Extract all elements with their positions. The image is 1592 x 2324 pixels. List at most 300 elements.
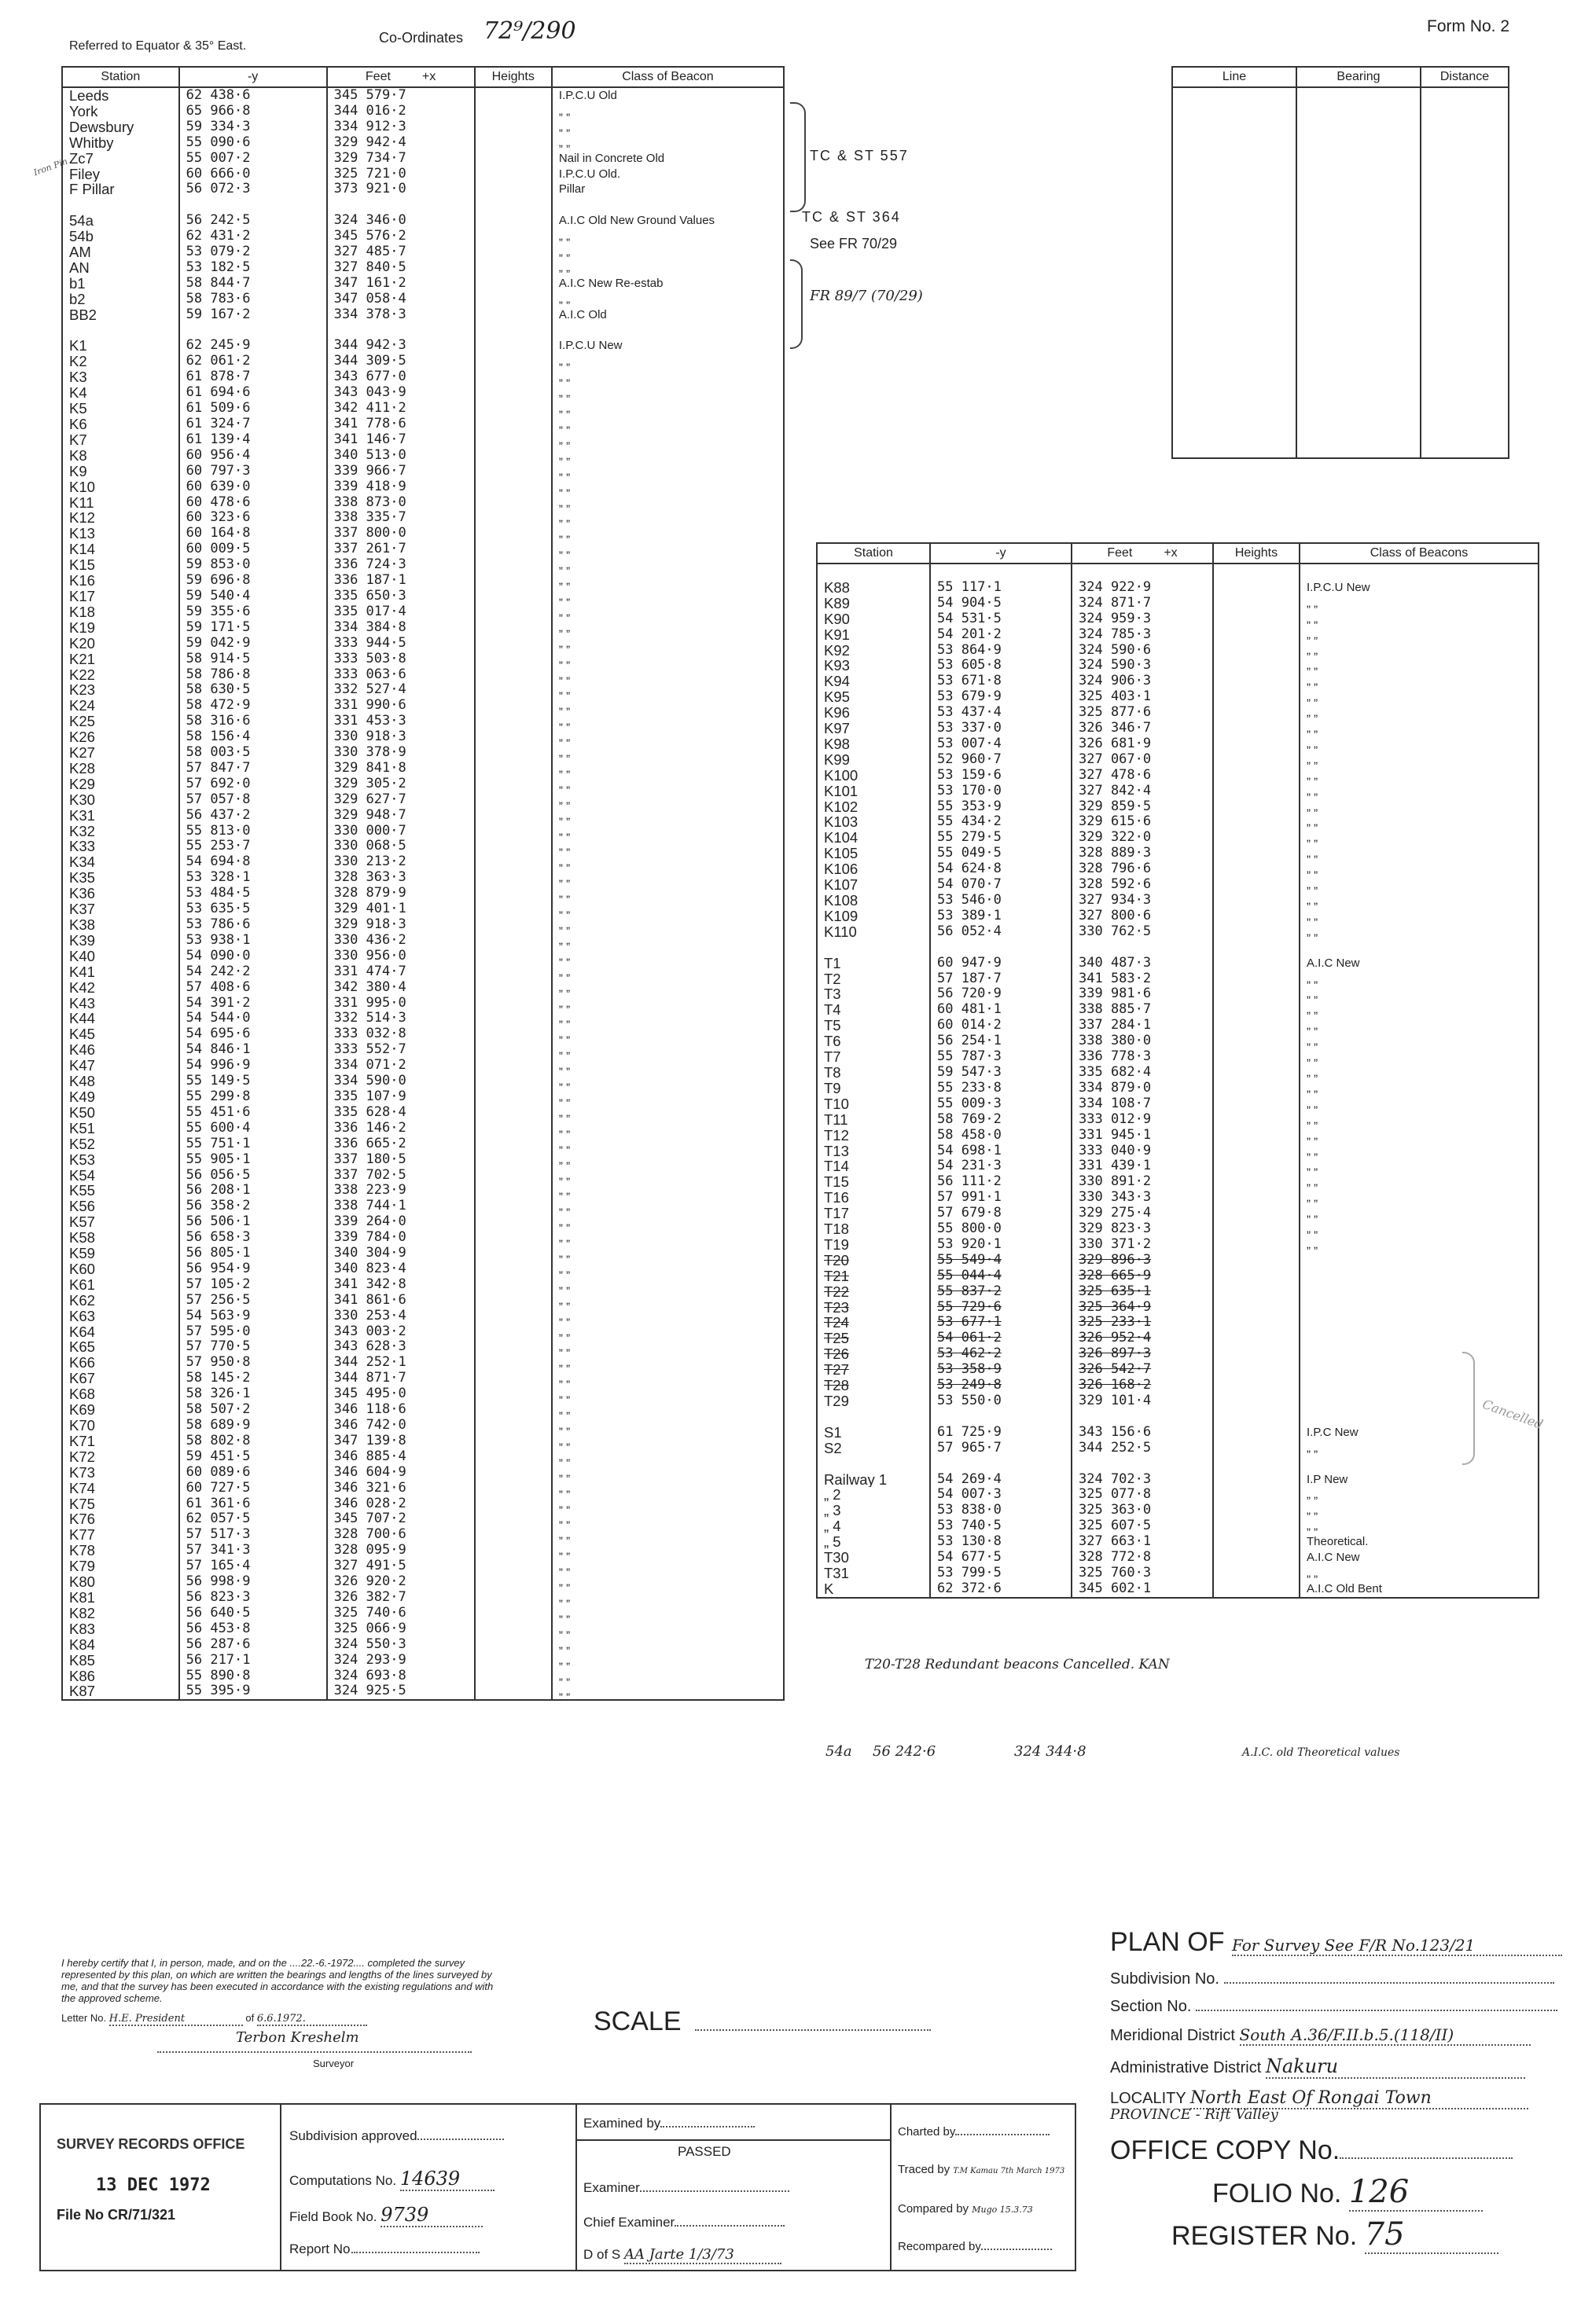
left-table-row — [62, 244, 784, 260]
col-bearing: Bearing — [1296, 67, 1421, 87]
recompared-row: Recompared by — [898, 2240, 1052, 2253]
right-table-row — [817, 768, 1539, 784]
extra-y: 56 242·6 — [873, 1743, 936, 1760]
left-table-row — [62, 1386, 784, 1402]
right-table-row — [817, 814, 1539, 830]
height-cell — [1213, 721, 1300, 736]
station-cell: T4 — [817, 1002, 930, 1018]
x-coordinate-cell: 344 016·2 — [327, 104, 475, 119]
height-cell — [475, 369, 552, 385]
station-cell: Whitby — [62, 135, 179, 151]
class-cell: „ „ — [1300, 1002, 1539, 1018]
left-table-row — [62, 1058, 784, 1074]
right-table-row — [817, 1362, 1539, 1378]
height-cell — [475, 1261, 552, 1277]
y-coordinate-cell: 59 853·0 — [179, 557, 327, 573]
height-cell — [1213, 705, 1300, 721]
folio-row: FOLIO No. 126 — [1212, 2174, 1582, 2212]
y-coordinate-cell: 57 991·1 — [930, 1190, 1072, 1206]
right-table-row — [817, 752, 1539, 768]
x-coordinate-cell: 337 800·0 — [327, 526, 475, 542]
x-coordinate-cell: 327 800·6 — [1072, 909, 1213, 924]
height-cell — [475, 1214, 552, 1230]
y-coordinate-cell: 57 105·2 — [179, 1277, 327, 1293]
y-coordinate-cell: 53 328·1 — [179, 870, 327, 886]
left-table-row — [62, 526, 784, 542]
y-coordinate-cell: 62 372·6 — [930, 1581, 1072, 1598]
class-cell: „ „ — [552, 292, 784, 307]
y-coordinate-cell: 55 451·6 — [179, 1105, 327, 1121]
height-cell — [1213, 1158, 1300, 1174]
x-coordinate-cell: 331 439·1 — [1072, 1158, 1213, 1174]
y-coordinate-cell: 53 358·9 — [930, 1362, 1072, 1378]
y-coordinate-cell: 56 506·1 — [179, 1214, 327, 1230]
y-coordinate-cell: 62 061·2 — [179, 354, 327, 369]
height-cell — [475, 526, 552, 542]
height-cell — [475, 1606, 552, 1621]
station-cell: K38 — [62, 917, 179, 933]
class-cell: „ „ — [1300, 736, 1539, 752]
left-table-row — [62, 1152, 784, 1168]
station-cell: K70 — [62, 1418, 179, 1434]
y-coordinate-cell: 54 090·0 — [179, 949, 327, 964]
y-coordinate-cell: 56 823·3 — [179, 1590, 327, 1606]
y-coordinate-cell: 60 481·1 — [930, 1002, 1072, 1018]
x-coordinate-cell: 336 724·3 — [327, 557, 475, 573]
station-cell: K22 — [62, 667, 179, 683]
class-cell: „ „ — [1300, 1144, 1539, 1159]
y-coordinate-cell: 61 694·6 — [179, 385, 327, 401]
height-cell — [475, 104, 552, 119]
station-cell: K86 — [62, 1669, 179, 1684]
class-cell — [1300, 1253, 1539, 1268]
x-coordinate-cell: 329 305·2 — [327, 777, 475, 792]
col-plus-x: Feet +x — [327, 67, 475, 87]
x-coordinate-cell: 333 032·8 — [327, 1026, 475, 1042]
height-cell — [1213, 1393, 1300, 1409]
x-coordinate-cell: 346 742·0 — [327, 1418, 475, 1434]
left-table-row — [62, 1653, 784, 1669]
x-coordinate-cell: 327 663·1 — [1072, 1534, 1213, 1550]
x-coordinate-cell: 324 590·3 — [1072, 658, 1213, 674]
class-cell: „ „ — [552, 964, 784, 980]
class-cell: „ „ — [1300, 924, 1539, 940]
x-coordinate-cell: 337 702·5 — [327, 1168, 475, 1184]
cancelled-note: Cancelled — [1480, 1396, 1546, 1433]
station-cell: K3 — [62, 369, 179, 385]
station-cell: K27 — [62, 745, 179, 761]
class-cell: „ „ — [552, 714, 784, 729]
y-coordinate-cell: 60 478·6 — [179, 495, 327, 511]
y-coordinate-cell: 58 316·6 — [179, 714, 327, 729]
x-coordinate-cell: 328 772·8 — [1072, 1550, 1213, 1566]
y-coordinate-cell: 56 453·8 — [179, 1621, 327, 1637]
class-cell: A.I.C New Re-estab — [552, 276, 784, 292]
station-cell: T21 — [817, 1268, 930, 1284]
class-cell: „ „ — [552, 1590, 784, 1606]
y-coordinate-cell: 54 563·9 — [179, 1309, 327, 1324]
y-coordinate-cell: 61 725·9 — [930, 1425, 1072, 1441]
left-table-row — [62, 777, 784, 792]
right-table-row — [817, 1331, 1539, 1346]
class-cell: „ „ — [552, 1058, 784, 1074]
y-coordinate-cell: 57 965·7 — [930, 1441, 1072, 1456]
x-coordinate-cell: 327 842·4 — [1072, 784, 1213, 799]
station-cell: T17 — [817, 1206, 930, 1221]
station-cell: K78 — [62, 1543, 179, 1559]
x-coordinate-cell: 326 382·7 — [327, 1590, 475, 1606]
x-coordinate-cell: 329 401·1 — [327, 901, 475, 917]
class-cell: „ „ — [552, 839, 784, 854]
y-coordinate-cell: 55 009·3 — [930, 1096, 1072, 1112]
y-coordinate-cell: 57 847·7 — [179, 761, 327, 777]
height-cell — [475, 1371, 552, 1386]
col-class-of-beacons: Class of Beacons — [1300, 543, 1539, 564]
right-table-row — [817, 1253, 1539, 1268]
height-cell — [475, 729, 552, 745]
y-coordinate-cell: 59 042·9 — [179, 636, 327, 652]
right-table-row — [817, 1190, 1539, 1206]
station-cell: K5 — [62, 401, 179, 417]
station-cell: T15 — [817, 1174, 930, 1190]
y-coordinate-cell: 55 044·4 — [930, 1268, 1072, 1284]
x-coordinate-cell: 328 700·6 — [327, 1527, 475, 1543]
height-cell — [475, 886, 552, 901]
office-copy-row: OFFICE COPY No. — [1110, 2135, 1582, 2166]
class-cell: „ „ — [552, 401, 784, 417]
class-cell: „ „ — [552, 1136, 784, 1152]
left-table-row — [62, 901, 784, 917]
height-cell — [475, 1481, 552, 1496]
y-coordinate-cell: 57 057·8 — [179, 792, 327, 808]
left-table-row — [62, 495, 784, 511]
class-cell: „ „ — [1300, 877, 1539, 893]
x-coordinate-cell: 325 740·6 — [327, 1606, 475, 1621]
class-cell: I.P.C.U Old — [552, 87, 784, 104]
height-cell — [1213, 1018, 1300, 1034]
station-cell: K13 — [62, 526, 179, 542]
left-table-row — [62, 682, 784, 698]
y-coordinate-cell: 55 751·1 — [179, 1136, 327, 1152]
right-table-row — [817, 1346, 1539, 1362]
col-line: Line — [1172, 67, 1296, 87]
x-coordinate-cell: 327 934·3 — [1072, 893, 1213, 909]
y-coordinate-cell: 58 156·4 — [179, 729, 327, 745]
left-table-row — [62, 104, 784, 119]
station-cell: K60 — [62, 1261, 179, 1277]
class-cell: „ „ — [1300, 1221, 1539, 1237]
class-cell: „ „ — [552, 1496, 784, 1512]
left-table-row — [62, 1309, 784, 1324]
station-cell: „ 2 — [817, 1487, 930, 1503]
y-coordinate-cell: 61 324·7 — [179, 417, 327, 432]
height-cell — [475, 213, 552, 229]
certification-text: I hereby certify that I, in person, made, and on the ....22.-6.-1972.... completed the survey represented by this plan, on which are written the bearings and lengths of the lines surveyed by me, and that the survey has been executed in accordance with the existing regulations and with the approved scheme. — [61, 1957, 494, 2004]
x-coordinate-cell: 342 380·4 — [327, 980, 475, 996]
height-cell — [475, 667, 552, 683]
class-cell: „ „ — [552, 1621, 784, 1637]
right-table-body — [817, 564, 1539, 1598]
height-cell — [475, 182, 552, 197]
station-cell: K35 — [62, 870, 179, 886]
left-table-row — [62, 276, 784, 292]
right-table-row — [817, 611, 1539, 627]
right-table-row — [817, 1315, 1539, 1331]
left-table-row — [62, 949, 784, 964]
right-table-row — [817, 861, 1539, 877]
x-coordinate-cell: 324 693·8 — [327, 1669, 475, 1684]
station-cell: K12 — [62, 510, 179, 526]
x-coordinate-cell: 328 363·3 — [327, 870, 475, 886]
left-table-row — [62, 1559, 784, 1574]
station-cell: K71 — [62, 1434, 179, 1449]
redundant-note: T20-T28 Redundant beacons Cancelled. KAN — [865, 1657, 1170, 1672]
height-cell — [1213, 924, 1300, 940]
class-cell: „ „ — [552, 949, 784, 964]
right-table-row — [817, 1128, 1539, 1144]
class-cell: „ „ — [1300, 830, 1539, 846]
y-coordinate-cell: 56 208·1 — [179, 1183, 327, 1199]
station-cell: K92 — [817, 643, 930, 659]
left-table-row — [62, 135, 784, 151]
class-cell: „ „ — [552, 526, 784, 542]
class-cell: „ „ — [552, 870, 784, 886]
left-table-row — [62, 479, 784, 495]
height-cell — [475, 510, 552, 526]
height-cell — [475, 464, 552, 479]
station-cell: K79 — [62, 1559, 179, 1574]
station-cell: K21 — [62, 652, 179, 667]
class-cell: „ „ — [1300, 909, 1539, 924]
subdivision-approved: Subdivision approved — [289, 2128, 504, 2144]
left-table-row — [62, 1371, 784, 1386]
station-cell: K103 — [817, 814, 930, 830]
class-cell — [1300, 1315, 1539, 1331]
class-cell: „ „ — [552, 542, 784, 557]
station-cell: K43 — [62, 996, 179, 1011]
y-coordinate-cell: 53 546·0 — [930, 893, 1072, 909]
height-cell — [475, 714, 552, 729]
x-coordinate-cell: 326 920·2 — [327, 1574, 475, 1590]
x-coordinate-cell: 324 785·3 — [1072, 627, 1213, 643]
y-coordinate-cell: 60 666·0 — [179, 167, 327, 182]
class-cell: „ „ — [1300, 971, 1539, 987]
y-coordinate-cell: 54 624·8 — [930, 861, 1072, 877]
station-cell: T6 — [817, 1034, 930, 1049]
class-cell: „ „ — [552, 119, 784, 135]
x-coordinate-cell: 341 583·2 — [1072, 971, 1213, 987]
height-cell — [1213, 658, 1300, 674]
class-cell: „ „ — [1300, 1018, 1539, 1034]
height-cell — [475, 761, 552, 777]
x-coordinate-cell: 327 491·5 — [327, 1559, 475, 1574]
height-cell — [475, 448, 552, 464]
station-cell: K29 — [62, 777, 179, 792]
left-table-row — [62, 213, 784, 229]
left-table-row — [62, 1669, 784, 1684]
station-cell: K49 — [62, 1089, 179, 1105]
y-coordinate-cell: 55 007·2 — [179, 151, 327, 167]
left-table-row — [62, 1293, 784, 1309]
y-coordinate-cell: 58 507·2 — [179, 1402, 327, 1418]
coordinates-label: Co-Ordinates — [379, 30, 464, 46]
x-coordinate-cell: 343 677·0 — [327, 369, 475, 385]
station-cell: K4 — [62, 385, 179, 401]
x-coordinate-cell: 330 213·2 — [327, 854, 475, 870]
height-cell — [1213, 1190, 1300, 1206]
y-coordinate-cell: 53 799·5 — [930, 1566, 1072, 1581]
locality-row: LOCALITY North East Of Rongai Town — [1110, 2088, 1582, 2109]
height-cell — [1213, 1034, 1300, 1049]
left-table-row — [62, 886, 784, 901]
station-cell: K87 — [62, 1683, 179, 1700]
height-cell — [475, 777, 552, 792]
height-cell — [1213, 1253, 1300, 1268]
height-cell — [1213, 1221, 1300, 1237]
class-cell: „ „ — [552, 1606, 784, 1621]
x-coordinate-cell: 333 012·9 — [1072, 1112, 1213, 1128]
class-cell: „ „ — [552, 1277, 784, 1293]
left-table-row — [62, 1183, 784, 1199]
height-cell — [475, 1026, 552, 1042]
x-coordinate-cell: 343 043·9 — [327, 385, 475, 401]
y-coordinate-cell: 56 437·2 — [179, 808, 327, 824]
y-coordinate-cell: 54 544·0 — [179, 1011, 327, 1026]
col-station: Station — [62, 67, 179, 87]
x-coordinate-cell: 325 077·8 — [1072, 1487, 1213, 1503]
station-cell: b2 — [62, 292, 179, 307]
station-cell: K90 — [817, 611, 930, 627]
x-coordinate-cell: 326 168·2 — [1072, 1378, 1213, 1393]
right-table-row — [817, 1518, 1539, 1534]
y-coordinate-cell: 56 954·9 — [179, 1261, 327, 1277]
left-table-row — [62, 1199, 784, 1214]
left-table-row — [62, 604, 784, 620]
class-cell: „ „ — [552, 464, 784, 479]
height-cell — [475, 1058, 552, 1074]
station-cell: K53 — [62, 1152, 179, 1168]
class-cell — [1300, 1284, 1539, 1300]
class-cell: „ „ — [1300, 643, 1539, 659]
meridional-row: Meridional District South A.36/F.II.b.5.(118/II) — [1110, 2025, 1582, 2046]
y-coordinate-cell: 53 740·5 — [930, 1518, 1072, 1534]
left-table-row — [62, 1105, 784, 1121]
x-coordinate-cell: 331 995·0 — [327, 996, 475, 1011]
station-cell: K73 — [62, 1465, 179, 1481]
x-coordinate-cell: 334 879·0 — [1072, 1081, 1213, 1096]
height-cell — [1213, 674, 1300, 689]
height-cell — [475, 292, 552, 307]
x-coordinate-cell: 326 897·3 — [1072, 1346, 1213, 1362]
y-coordinate-cell: 54 391·2 — [179, 996, 327, 1011]
y-coordinate-cell: 58 786·8 — [179, 667, 327, 683]
class-cell: „ „ — [1300, 1112, 1539, 1128]
left-table-row — [62, 636, 784, 652]
height-cell — [1213, 1002, 1300, 1018]
class-cell: „ „ — [552, 1355, 784, 1371]
dofs-row: D of S AA Jarte 1/3/73 — [583, 2246, 781, 2264]
y-coordinate-cell: 58 783·6 — [179, 292, 327, 307]
right-table-row — [817, 1268, 1539, 1284]
form-number: Form No. 2 — [1427, 17, 1510, 35]
height-cell — [1213, 1425, 1300, 1441]
height-cell — [475, 839, 552, 854]
x-coordinate-cell: 344 871·7 — [327, 1371, 475, 1386]
height-cell — [475, 996, 552, 1011]
station-cell: K24 — [62, 698, 179, 714]
x-coordinate-cell: 329 275·4 — [1072, 1206, 1213, 1221]
y-coordinate-cell: 54 201·2 — [930, 627, 1072, 643]
right-table-row — [817, 784, 1539, 799]
right-table-row — [817, 1550, 1539, 1566]
x-coordinate-cell: 338 885·7 — [1072, 1002, 1213, 1018]
class-cell: A.I.C New — [1300, 956, 1539, 971]
station-cell: T26 — [817, 1346, 930, 1362]
station-cell: K15 — [62, 557, 179, 573]
station-cell: K10 — [62, 479, 179, 495]
station-cell: K102 — [817, 799, 930, 815]
class-cell: „ „ — [552, 1653, 784, 1669]
height-cell — [475, 1355, 552, 1371]
class-cell: „ „ — [552, 729, 784, 745]
station-cell: K91 — [817, 627, 930, 643]
x-coordinate-cell: 326 346·7 — [1072, 721, 1213, 736]
class-cell: „ „ — [552, 667, 784, 683]
left-table-row — [62, 354, 784, 369]
class-cell — [1300, 1300, 1539, 1316]
y-coordinate-cell: 56 056·5 — [179, 1168, 327, 1184]
station-cell: K40 — [62, 949, 179, 964]
left-table-row — [62, 292, 784, 307]
y-coordinate-cell: 56 720·9 — [930, 986, 1072, 1002]
y-coordinate-cell: 56 658·3 — [179, 1230, 327, 1246]
y-coordinate-cell: 54 694·8 — [179, 854, 327, 870]
x-coordinate-cell: 325 877·6 — [1072, 705, 1213, 721]
station-cell: K95 — [817, 689, 930, 705]
stamp-file: File No CR/71/321 — [57, 2207, 176, 2223]
y-coordinate-cell: 55 787·3 — [930, 1049, 1072, 1065]
station-cell: Dewsbury — [62, 119, 179, 135]
right-table-row — [817, 1441, 1539, 1456]
station-cell: K39 — [62, 933, 179, 949]
station-cell: K106 — [817, 861, 930, 877]
y-coordinate-cell: 53 786·6 — [179, 917, 327, 933]
plan-block — [1110, 1927, 1582, 2254]
right-table-row — [817, 1566, 1539, 1581]
left-table-body — [62, 87, 784, 1700]
class-cell: „ „ — [1300, 814, 1539, 830]
height-cell — [1213, 784, 1300, 799]
class-cell: „ „ — [552, 1026, 784, 1042]
class-cell: „ „ — [552, 104, 784, 119]
height-cell — [475, 260, 552, 276]
station-cell: K32 — [62, 824, 179, 839]
y-coordinate-cell: 58 689·9 — [179, 1418, 327, 1434]
y-coordinate-cell: 53 838·0 — [930, 1503, 1072, 1518]
y-coordinate-cell: 58 003·5 — [179, 745, 327, 761]
right-table-row — [817, 1002, 1539, 1018]
station-cell: K101 — [817, 784, 930, 799]
class-cell: „ „ — [552, 1105, 784, 1121]
height-cell — [475, 167, 552, 182]
class-cell: „ „ — [552, 1089, 784, 1105]
y-coordinate-cell: 55 233·8 — [930, 1081, 1072, 1096]
station-cell: Leeds — [62, 87, 179, 104]
right-table-row — [817, 1096, 1539, 1112]
signature-line — [157, 2051, 472, 2053]
class-cell: „ „ — [1300, 752, 1539, 768]
x-coordinate-cell: 333 063·6 — [327, 667, 475, 683]
